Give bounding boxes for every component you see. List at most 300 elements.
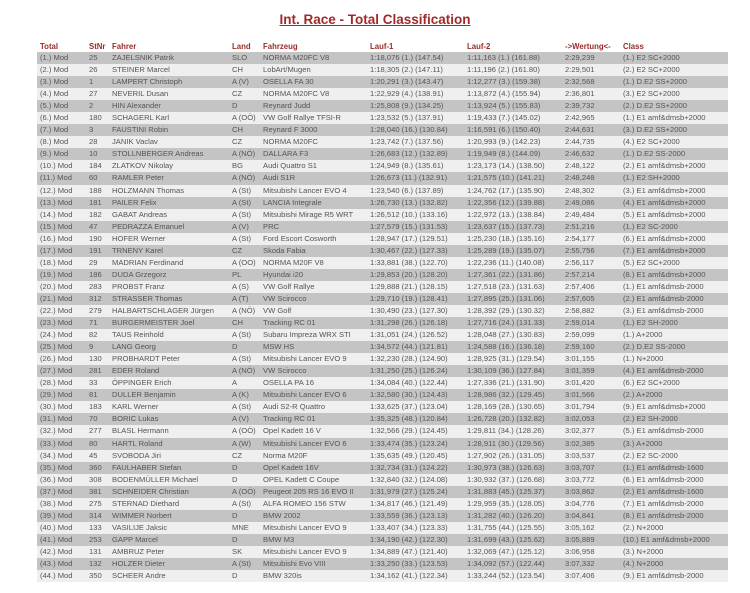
cell-lauf-2: 1:31,699 (43.) (125.62) (464, 534, 562, 546)
cell-wertung: 2:57,214 (562, 269, 620, 281)
cell-wertung: 3:01,566 (562, 389, 620, 401)
cell-total: (40.) Mod (37, 522, 86, 534)
table-row (37, 52, 728, 64)
table-header-row (37, 40, 728, 52)
cell-class: (1.) D.E2 SS-2000 (620, 148, 728, 160)
cell-lauf-2: 1:31,282 (40.) (126.20) (464, 510, 562, 522)
cell-stnr: 191 (86, 245, 109, 257)
cell-land: BG (229, 160, 260, 172)
cell-lauf-1: 1:34,572 (44.) (121.81) (367, 341, 464, 353)
cell-class: (6.) E1 amf&dmsb+2000 (620, 233, 728, 245)
cell-stnr: 360 (86, 462, 109, 474)
cell-stnr: 82 (86, 329, 109, 341)
table-row (37, 124, 728, 136)
cell-stnr: 253 (86, 534, 109, 546)
cell-wertung: 2:59,014 (562, 317, 620, 329)
cell-lauf-2: 1:30,932 (37.) (126.68) (464, 474, 562, 486)
cell-stnr: 60 (86, 172, 109, 184)
cell-total: (29.) Mod (37, 389, 86, 401)
cell-fahrer: TAUS Reinhold (109, 329, 229, 341)
table-row (37, 197, 728, 209)
cell-fahrzeug: Opel Kadett 16V (260, 462, 367, 474)
cell-lauf-2: 1:33,244 (52.) (123.54) (464, 570, 562, 582)
cell-fahrer: HOLZMANN Thomas (109, 185, 229, 197)
cell-fahrer: ZAJELSNIK Patrik (109, 52, 229, 64)
cell-lauf-2: 1:13,872 (4.) (155.94) (464, 88, 562, 100)
table-row (37, 293, 728, 305)
cell-class: (2.) E1 amf&dmsb-1600 (620, 486, 728, 498)
cell-fahrzeug: VW Golf Rallye (260, 281, 367, 293)
cell-total: (43.) Mod (37, 558, 86, 570)
cell-fahrer: RAMLER Peter (109, 172, 229, 184)
cell-fahrer: GAPP Marcel (109, 534, 229, 546)
cell-stnr: 381 (86, 486, 109, 498)
cell-fahrzeug: Mitsubishi Lancer EVO 6 (260, 389, 367, 401)
cell-fahrer: STOLLNBERGER Andreas (109, 148, 229, 160)
cell-fahrzeug: NORMA M20FC V8 (260, 88, 367, 100)
cell-total: (21.) Mod (37, 293, 86, 305)
table-row (37, 341, 728, 353)
cell-lauf-2: 1:27,895 (25.) (131.06) (464, 293, 562, 305)
cell-stnr: 28 (86, 136, 109, 148)
cell-wertung: 2:42,965 (562, 112, 620, 124)
cell-wertung: 2:59,160 (562, 341, 620, 353)
cell-stnr: 132 (86, 558, 109, 570)
table-row (37, 570, 728, 582)
cell-fahrer: STERNAD Diethard (109, 498, 229, 510)
cell-stnr: 1 (86, 76, 109, 88)
cell-lauf-1: 1:26,512 (10.) (133.16) (367, 209, 464, 221)
cell-total: (26.) Mod (37, 353, 86, 365)
cell-wertung: 3:07,332 (562, 558, 620, 570)
cell-fahrzeug: ALFA ROMEO 156 STW (260, 498, 367, 510)
cell-land: D (229, 534, 260, 546)
cell-lauf-2: 1:30,973 (38.) (126.63) (464, 462, 562, 474)
cell-fahrer: STRASSER Thomas (109, 293, 229, 305)
cell-land: A (NÖ) (229, 148, 260, 160)
cell-lauf-2: 1:24,762 (17.) (135.90) (464, 185, 562, 197)
cell-lauf-2: 1:12,277 (3.) (159.38) (464, 76, 562, 88)
cell-land: A (V) (229, 413, 260, 425)
cell-fahrzeug: NORMA M20FC (260, 136, 367, 148)
cell-lauf-1: 1:31,298 (26.) (126.18) (367, 317, 464, 329)
cell-class: (1.) E2 SC+2000 (620, 52, 728, 64)
cell-fahrer: LAMPERT Christoph (109, 76, 229, 88)
cell-total: (27.) Mod (37, 365, 86, 377)
column-header-fahrzeug: Fahrzeug (263, 41, 298, 51)
cell-land: CH (229, 124, 260, 136)
cell-fahrzeug: Mitsubishi Lancer EVO 6 (260, 438, 367, 450)
cell-total: (9.) Mod (37, 148, 86, 160)
table-row (37, 558, 728, 570)
cell-fahrer: GABAT Andreas (109, 209, 229, 221)
cell-wertung: 2:48,302 (562, 185, 620, 197)
cell-wertung: 3:02,377 (562, 425, 620, 437)
cell-class: (1.) E2 SH+2000 (620, 172, 728, 184)
cell-lauf-1: 1:34,162 (41.) (122.34) (367, 570, 464, 582)
cell-fahrer: EDER Roland (109, 365, 229, 377)
cell-fahrer: FAUSTINI Robin (109, 124, 229, 136)
cell-land: D (229, 474, 260, 486)
cell-class: (2.) E2 SC+2000 (620, 64, 728, 76)
cell-total: (8.) Mod (37, 136, 86, 148)
cell-lauf-1: 1:22,929 (4.) (138.91) (367, 88, 464, 100)
cell-land: A (NÖ) (229, 365, 260, 377)
cell-fahrzeug: Tracking RC 01 (260, 413, 367, 425)
cell-lauf-1: 1:29,888 (21.) (128.15) (367, 281, 464, 293)
cell-fahrzeug: BMW 2002 (260, 510, 367, 522)
cell-fahrer: WIMMER Norbert (109, 510, 229, 522)
cell-class: (2.) D.E2 SS+2000 (620, 100, 728, 112)
cell-total: (5.) Mod (37, 100, 86, 112)
cell-stnr: 130 (86, 353, 109, 365)
table-row (37, 88, 728, 100)
cell-lauf-2: 1:28,048 (27.) (130.83) (464, 329, 562, 341)
cell-lauf-2: 1:11,163 (1.) (161.88) (464, 52, 562, 64)
cell-lauf-2: 1:24,588 (16.) (136.18) (464, 341, 562, 353)
table-row (37, 462, 728, 474)
cell-lauf-2: 1:34,092 (57.) (122.44) (464, 558, 562, 570)
cell-wertung: 3:05,162 (562, 522, 620, 534)
cell-fahrzeug: Skoda Fabia (260, 245, 367, 257)
cell-class: (6.) E2 SC+2000 (620, 377, 728, 389)
cell-lauf-2: 1:22,236 (11.) (140.08) (464, 257, 562, 269)
cell-land: SLO (229, 52, 260, 64)
cell-fahrer: VASILIJE Jaksic (109, 522, 229, 534)
cell-land: A (St) (229, 401, 260, 413)
column-header-wertung: ->Wertung<- (565, 41, 611, 51)
table-row (37, 317, 728, 329)
cell-lauf-2: 1:19,949 (8.) (144.09) (464, 148, 562, 160)
cell-fahrzeug: Mitsubishi Lancer EVO 9 (260, 546, 367, 558)
cell-lauf-1: 1:26,683 (12.) (132.89) (367, 148, 464, 160)
cell-fahrzeug: OSELLA FA 30 (260, 76, 367, 88)
cell-class: (1.) N+2000 (620, 353, 728, 365)
cell-wertung: 3:02,385 (562, 438, 620, 450)
cell-stnr: 312 (86, 293, 109, 305)
cell-total: (36.) Mod (37, 474, 86, 486)
cell-stnr: 47 (86, 221, 109, 233)
cell-lauf-2: 1:27,336 (21.) (131.90) (464, 377, 562, 389)
cell-stnr: 275 (86, 498, 109, 510)
cell-land: D (229, 510, 260, 522)
cell-wertung: 3:03,707 (562, 462, 620, 474)
cell-stnr: 70 (86, 413, 109, 425)
cell-wertung: 3:02,053 (562, 413, 620, 425)
cell-lauf-1: 1:23,540 (6.) (137.89) (367, 185, 464, 197)
cell-class: (1.) E2 SC-2000 (620, 221, 728, 233)
cell-total: (42.) Mod (37, 546, 86, 558)
cell-fahrzeug: BMW M3 (260, 534, 367, 546)
cell-class: (2.) N+2000 (620, 522, 728, 534)
cell-fahrer: HALBARTSCHLAGER Jürgen (109, 305, 229, 317)
cell-total: (17.) Mod (37, 245, 86, 257)
cell-fahrzeug: Reynard F 3000 (260, 124, 367, 136)
cell-total: (1.) Mod (37, 52, 86, 64)
cell-fahrer: HOFER Werner (109, 233, 229, 245)
cell-land: A (NÖ) (229, 305, 260, 317)
cell-land: A (OÖ) (229, 486, 260, 498)
cell-lauf-1: 1:32,230 (28.) (124.90) (367, 353, 464, 365)
cell-lauf-2: 1:27,716 (24.) (131.33) (464, 317, 562, 329)
cell-fahrer: MADRIAN Ferdinand (109, 257, 229, 269)
cell-land: A (St) (229, 197, 260, 209)
cell-class: (8.) E1 amf&dmsb+2000 (620, 269, 728, 281)
cell-lauf-2: 1:25,289 (19.) (135.07) (464, 245, 562, 257)
cell-class: (3.) A+2000 (620, 438, 728, 450)
cell-lauf-1: 1:23,742 (7.) (137.56) (367, 136, 464, 148)
cell-stnr: 26 (86, 64, 109, 76)
cell-stnr: 186 (86, 269, 109, 281)
cell-lauf-2: 1:31,755 (44.) (125.55) (464, 522, 562, 534)
cell-wertung: 3:01,155 (562, 353, 620, 365)
cell-wertung: 3:04,776 (562, 498, 620, 510)
cell-total: (30.) Mod (37, 401, 86, 413)
cell-total: (4.) Mod (37, 88, 86, 100)
cell-lauf-1: 1:27,579 (15.) (131.53) (367, 221, 464, 233)
cell-land: A (St) (229, 233, 260, 245)
column-header-lauf-2: Lauf-2 (467, 41, 491, 51)
cell-wertung: 2:32,568 (562, 76, 620, 88)
cell-class: (1.) D.E2 SS+2000 (620, 76, 728, 88)
cell-class: (4.) N+2000 (620, 558, 728, 570)
cell-fahrer: PROBST Franz (109, 281, 229, 293)
cell-fahrer: SCHNEIDER Christian (109, 486, 229, 498)
cell-lauf-2: 1:26,728 (20.) (132.82) (464, 413, 562, 425)
cell-class: (2.) E2 SC-2000 (620, 450, 728, 462)
cell-stnr: 9 (86, 341, 109, 353)
cell-lauf-1: 1:34,190 (42.) (122.30) (367, 534, 464, 546)
cell-fahrzeug: BMW 320is (260, 570, 367, 582)
cell-fahrer: BODENMÜLLER Michael (109, 474, 229, 486)
cell-class: (7.) E1 amf&dmsb+2000 (620, 245, 728, 257)
cell-lauf-1: 1:26,673 (11.) (132.91) (367, 172, 464, 184)
cell-fahrzeug: LANCIA Integrale (260, 197, 367, 209)
cell-fahrer: BURGERMEISTER Joel (109, 317, 229, 329)
table-row (37, 100, 728, 112)
cell-land: A (T) (229, 293, 260, 305)
cell-total: (35.) Mod (37, 462, 86, 474)
cell-class: (1.) A+2000 (620, 329, 728, 341)
cell-lauf-2: 1:28,986 (32.) (129.45) (464, 389, 562, 401)
table-row (37, 450, 728, 462)
cell-land: PL (229, 269, 260, 281)
cell-lauf-2: 1:13,924 (5.) (155.83) (464, 100, 562, 112)
cell-lauf-1: 1:34,084 (40.) (122.44) (367, 377, 464, 389)
cell-total: (28.) Mod (37, 377, 86, 389)
cell-lauf-2: 1:21,575 (10.) (141.21) (464, 172, 562, 184)
cell-fahrzeug: Tracking RC 01 (260, 317, 367, 329)
cell-fahrzeug: Mitsubishi Mirage R5 WRT (260, 209, 367, 221)
cell-wertung: 2:56,117 (562, 257, 620, 269)
cell-land: A (W) (229, 438, 260, 450)
cell-stnr: 283 (86, 281, 109, 293)
cell-class: (2.) A+2000 (620, 389, 728, 401)
cell-lauf-1: 1:31,979 (27.) (125.24) (367, 486, 464, 498)
cell-wertung: 2:48,248 (562, 172, 620, 184)
cell-fahrzeug: Subaru Impreza WRX STI (260, 329, 367, 341)
cell-lauf-1: 1:28,040 (16.) (130.84) (367, 124, 464, 136)
cell-lauf-1: 1:18,305 (2.) (147.11) (367, 64, 464, 76)
cell-land: A (V) (229, 76, 260, 88)
cell-total: (25.) Mod (37, 341, 86, 353)
cell-stnr: 180 (86, 112, 109, 124)
cell-stnr: 10 (86, 148, 109, 160)
cell-fahrzeug: MSW HS (260, 341, 367, 353)
cell-lauf-2: 1:11,196 (2.) (161.80) (464, 64, 562, 76)
cell-land: A (OO) (229, 257, 260, 269)
cell-class: (3.) E1 amf&dmsb+2000 (620, 185, 728, 197)
cell-fahrer: AMBRUZ Peter (109, 546, 229, 558)
cell-total: (19.) Mod (37, 269, 86, 281)
cell-total: (15.) Mod (37, 221, 86, 233)
cell-fahrer: FAULHABER Stefan (109, 462, 229, 474)
cell-fahrzeug: Hyundai i20 (260, 269, 367, 281)
cell-stnr: 190 (86, 233, 109, 245)
cell-fahrzeug: VW Golf Rallye TFSI-R (260, 112, 367, 124)
cell-wertung: 2:49,086 (562, 197, 620, 209)
cell-total: (13.) Mod (37, 197, 86, 209)
cell-total: (38.) Mod (37, 498, 86, 510)
cell-class: (4.) E1 amf&dmsb-2000 (620, 365, 728, 377)
cell-stnr: 181 (86, 197, 109, 209)
cell-lauf-1: 1:26,730 (13.) (132.82) (367, 197, 464, 209)
cell-wertung: 2:57,406 (562, 281, 620, 293)
cell-total: (2.) Mod (37, 64, 86, 76)
cell-land: D (229, 341, 260, 353)
cell-land: CZ (229, 88, 260, 100)
cell-total: (41.) Mod (37, 534, 86, 546)
table-row (37, 64, 728, 76)
cell-class: (1.) E1 amf&dmsb-1600 (620, 462, 728, 474)
cell-total: (44.) Mod (37, 570, 86, 582)
cell-stnr: 183 (86, 401, 109, 413)
cell-stnr: 81 (86, 389, 109, 401)
table-row (37, 209, 728, 221)
table-row (37, 305, 728, 317)
cell-fahrzeug: Mitsubishi Lancer EVO 4 (260, 185, 367, 197)
cell-lauf-1: 1:31,250 (25.) (126.24) (367, 365, 464, 377)
table-row (37, 389, 728, 401)
cell-lauf-2: 1:27,902 (26.) (131.05) (464, 450, 562, 462)
cell-fahrer: PROBHARDT Peter (109, 353, 229, 365)
cell-lauf-2: 1:29,811 (34.) (128.26) (464, 425, 562, 437)
cell-stnr: 279 (86, 305, 109, 317)
cell-total: (24.) Mod (37, 329, 86, 341)
cell-lauf-2: 1:27,518 (23.) (131.63) (464, 281, 562, 293)
table-row (37, 365, 728, 377)
cell-total: (23.) Mod (37, 317, 86, 329)
table-row (37, 281, 728, 293)
cell-class: (9.) E1 amf&dmsb-2000 (620, 570, 728, 582)
cell-fahrer: ZLATKOV Nikolay (109, 160, 229, 172)
cell-fahrzeug: Audi Quattro S1 (260, 160, 367, 172)
cell-lauf-1: 1:31,051 (24.) (126.52) (367, 329, 464, 341)
cell-lauf-1: 1:33,474 (35.) (123.24) (367, 438, 464, 450)
cell-wertung: 3:06,958 (562, 546, 620, 558)
cell-fahrzeug: NORMA M20F V8 (260, 257, 367, 269)
cell-lauf-2: 1:19,433 (7.) (145.02) (464, 112, 562, 124)
cell-lauf-2: 1:28,169 (28.) (130.65) (464, 401, 562, 413)
cell-fahrer: NEVERIL Dusan (109, 88, 229, 100)
cell-fahrzeug: PRC (260, 221, 367, 233)
cell-lauf-2: 1:28,925 (31.) (129.54) (464, 353, 562, 365)
cell-class: (10.) E1 amf&dmsb+2000 (620, 534, 728, 546)
cell-fahrzeug: VW Scirocco (260, 365, 367, 377)
cell-wertung: 2:29,501 (562, 64, 620, 76)
cell-stnr: 80 (86, 438, 109, 450)
cell-total: (12.) Mod (37, 185, 86, 197)
cell-wertung: 3:03,772 (562, 474, 620, 486)
column-header-fahrer: Fahrer (112, 41, 137, 51)
table-row (37, 257, 728, 269)
cell-fahrer: TRNENY Karel (109, 245, 229, 257)
cell-wertung: 2:44,631 (562, 124, 620, 136)
cell-wertung: 2:44,735 (562, 136, 620, 148)
cell-class: (5.) E1 amf&dmsb-2000 (620, 425, 728, 437)
cell-stnr: 33 (86, 377, 109, 389)
cell-lauf-1: 1:35,635 (49.) (120.45) (367, 450, 464, 462)
table-row (37, 329, 728, 341)
cell-fahrzeug: Norma M20F (260, 450, 367, 462)
cell-lauf-1: 1:20,291 (3.) (143.47) (367, 76, 464, 88)
cell-total: (16.) Mod (37, 233, 86, 245)
table-row (37, 401, 728, 413)
cell-land: SK (229, 546, 260, 558)
cell-lauf-1: 1:35,325 (48.) (120.84) (367, 413, 464, 425)
cell-lauf-2: 1:27,361 (22.) (131.86) (464, 269, 562, 281)
cell-class: (1.) E1 amf&dmsb-2000 (620, 281, 728, 293)
cell-class: (3.) N+2000 (620, 546, 728, 558)
cell-land: CH (229, 64, 260, 76)
cell-total: (18.) Mod (37, 257, 86, 269)
cell-land: CZ (229, 245, 260, 257)
cell-fahrer: ÖPPINGER Erich (109, 377, 229, 389)
cell-total: (31.) Mod (37, 413, 86, 425)
cell-total: (34.) Mod (37, 450, 86, 462)
cell-fahrer: HOLZER Dieter (109, 558, 229, 570)
cell-wertung: 3:03,862 (562, 486, 620, 498)
cell-wertung: 2:51,216 (562, 221, 620, 233)
cell-lauf-2: 1:30,109 (36.) (127.84) (464, 365, 562, 377)
cell-land: A (NÖ) (229, 172, 260, 184)
table-row (37, 221, 728, 233)
column-header-stnr: StNr (89, 41, 106, 51)
cell-fahrer: SVOBODA Jiri (109, 450, 229, 462)
cell-total: (39.) Mod (37, 510, 86, 522)
cell-class: (8.) E1 amf&dmsb-2000 (620, 510, 728, 522)
table-row (37, 522, 728, 534)
cell-fahrer: PAILER Felix (109, 197, 229, 209)
cell-lauf-1: 1:18,076 (1.) (147.54) (367, 52, 464, 64)
cell-stnr: 133 (86, 522, 109, 534)
cell-lauf-1: 1:32,566 (29.) (124.45) (367, 425, 464, 437)
cell-land: A (K) (229, 389, 260, 401)
cell-lauf-1: 1:33,250 (33.) (123.53) (367, 558, 464, 570)
cell-lauf-1: 1:34,889 (47.) (121.40) (367, 546, 464, 558)
cell-stnr: 314 (86, 510, 109, 522)
table-row (37, 233, 728, 245)
cell-fahrer: KARL Werner (109, 401, 229, 413)
cell-land: CH (229, 317, 260, 329)
cell-fahrer: HARTL Roland (109, 438, 229, 450)
cell-total: (33.) Mod (37, 438, 86, 450)
table-row (37, 112, 728, 124)
cell-class: (4.) E2 SC+2000 (620, 136, 728, 148)
cell-lauf-2: 1:22,972 (13.) (138.84) (464, 209, 562, 221)
cell-lauf-1: 1:33,559 (36.) (123.13) (367, 510, 464, 522)
table-row (37, 269, 728, 281)
